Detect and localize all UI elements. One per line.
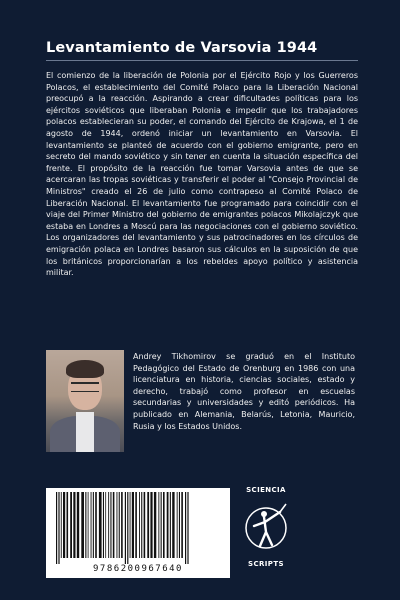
publisher-logo (238, 486, 294, 574)
book-description: El comienzo de la liberación de Polonia por el Ejército Rojo y los Guerreros Polacos, el establecimiento del Comité Polaco para la Liberación Nacional preocupó a la reacción. Aspirando a crear dificultades políticas para los ejércitos soviéticos que liberaban Polonia e impedir que los trabajadores polacos establecieran su poder, el comando del Ejército de Krajowa, el 1 de agosto de 1944, ordenó iniciar un levantamiento en Varsovia. El levantamiento se planteó de acuerdo con el gobierno emigrante, pero en secreto del mando soviético y sin tener en cuenta la situación específica del frente. El propósito de la reacción fue tomar Varsovia antes de que se acercaran las tropas soviéticas y transferir el poder al "Consejo Provincial de Ministros" creado el 26 de julio como contrapeso al Comité Polaco de Liberación Nacional. El levantamiento fue programado para coincidir con el viaje del Primer Ministro del gobierno de emigrantes polacos Mikolajczyk que estaba en Londres a Moscú para las negociaciones con el gobierno soviético. Los organizadores del levantamiento y sus patrocinadores en los círculos de emigración polaca en Londres basaron sus cálculos en la suposición de que los británicos proporcionarían a los rebeldes apoyo político y asistencia militar. (46, 71, 358, 278)
isbn-number: 9786200967640 (93, 564, 183, 574)
logo-text-top: SCIENCIA (246, 486, 286, 494)
title-divider (46, 60, 358, 61)
author-photo (46, 350, 124, 452)
scientist-figure-icon (244, 498, 288, 558)
barcode-bars (54, 492, 222, 564)
logo-text-bottom: SCRIPTS (248, 560, 284, 568)
author-bio: Andrey Tikhomirov se graduó en el Instituto Pedagógico del Estado de Orenburg en 1986 con una licenciatura en historia, ciencias sociales, estado y derecho, trabajó como profesor en escuelas secundarias y universidades y editó periódicos. Ha publicado en Alemania, Belarús, Letonia, Mauricio, Rusia y los Estados Unidos. (133, 352, 355, 431)
isbn-barcode (46, 488, 230, 578)
book-title: Levantamiento de Varsovia 1944 (46, 40, 318, 56)
